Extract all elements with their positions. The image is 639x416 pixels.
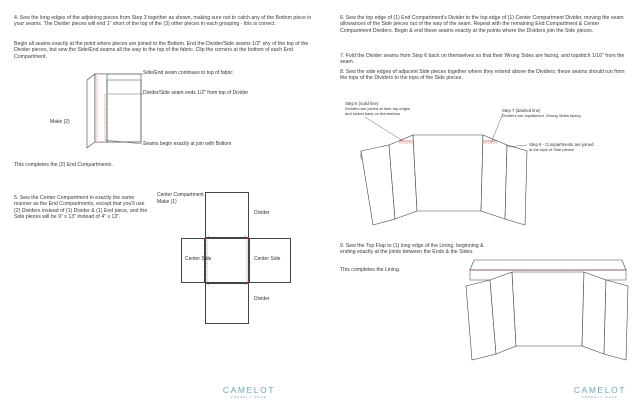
step6-paragraph: 6. Sew the top edge of (1) End Compartment's Divider to the top edge of (1) Center Compartment Divider, moving the seam allowances of the Side pieces out of the way of the seam. Repeat with the remaining End Compartment & Center Compartment Dividers. Begin & end these seams exactly at the points where the Dividers join the Side pieces. [340, 15, 624, 34]
label-center-side-right: Center Side [254, 256, 281, 262]
lining-diagram [458, 250, 633, 360]
lining-end-right [604, 280, 628, 360]
side-right-panel [481, 135, 507, 219]
step7-paragraph: 7. Fold the Divider seams from Step 6 back on themselves so that their Wrong Sides are facing, and topstitch 1/16" from the seam. [340, 53, 625, 66]
label-divider-top: Divider [254, 210, 270, 216]
leader-step6 [365, 117, 403, 141]
note-step8-body: at the tops of Side pieces [529, 147, 574, 152]
logo-name: CAMELOT [573, 385, 627, 395]
step5-paragraph: 5. Sew the Center Compartment in exactly the same manner as the End Compartments, except that you'll use (2) Dividers instead of (1) Divider & (1) End piece, and the Side pieces will be 9" x 13" instead of 4" x 13". [14, 195, 148, 220]
step8-paragraph: 8. Sew the side edges of adjacent Side pieces together where they extend above the Dividers; these seams should run from the tops of the Dividers to the tops of the Side pieces. [340, 69, 625, 82]
step9-paragraph: 9. Sew the Top Flap to (1) long edge of the Lining, beginning & ending exactly at the joints between the Ends & the Sides. [340, 243, 484, 256]
note-step6-body-1: Dividers are joined at their top edges [345, 106, 411, 111]
note-step7-body: Dividers are topstitched, Wrong Sides facing [502, 113, 581, 118]
lining-center [512, 272, 584, 346]
top-flap [470, 260, 626, 270]
callout-make: Make (2) [50, 119, 70, 125]
callout-divider-side: Divider/Side seam ends 1/2" from top of Divider [143, 90, 249, 96]
end-compartment-front-left [87, 74, 95, 148]
note-step6-title: Step 6 (solid line) [345, 101, 379, 106]
logo-tag: FREEDLY MADE [582, 395, 618, 399]
center-compartment-seams [200, 234, 260, 294]
callout-seams-begin: Seams begin exactly at join with Bottom [143, 141, 232, 147]
lining-complete: This completes the Lining. [340, 267, 401, 273]
end-compartment-side [107, 80, 141, 142]
callout-side-end: Side/End seam continues to top of fabric [143, 70, 233, 76]
note-step8-title: Step 8 - Compartments are joined [529, 142, 594, 147]
end-right-panel [505, 145, 527, 225]
leader-step7 [491, 113, 503, 143]
label-divider-bottom: Divider [254, 296, 270, 302]
label-center-side-left: Center Side [185, 256, 212, 262]
step4-paragraph-2: Begin all seams exactly at the point where pieces are joined to the Bottom. End the Divider/Side seams 1/2" shy of the top of the Divider pieces, but sew the Side/End seams all the way to the top of the fabric. Clip the corners at the bottom of each End Compartment. [14, 41, 309, 60]
assembly-diagram [355, 115, 535, 225]
logo-tag: FREEDLY MADE [231, 395, 267, 399]
center-compartment-make: Make (1) [157, 199, 177, 205]
note-step7-title: Step 7 (dashed line) [502, 108, 541, 113]
step4-paragraph-1: 4. Sew the long edges of the adjoining pieces from Step 3 together as shown, making sure not to catch any of the Bottom piece in your seams. The Divider pieces will end 1" short of the top of the (3) other pieces in each grouping - this is correct. [14, 15, 312, 28]
center-compartment-title: Center Compartment [157, 192, 204, 198]
end-compartments-complete: This completes the (2) End Compartments. [14, 162, 113, 168]
center-side-panel [413, 135, 483, 211]
lining-side-right [582, 272, 606, 354]
logo-name: CAMELOT [222, 385, 276, 395]
divider-top-panel [205, 192, 249, 238]
camelot-logo-right [570, 385, 630, 399]
end-compartment-diagram [85, 70, 155, 150]
note-step6-body-2: and folded back on themselves [345, 111, 401, 116]
camelot-logo-left [219, 385, 279, 399]
